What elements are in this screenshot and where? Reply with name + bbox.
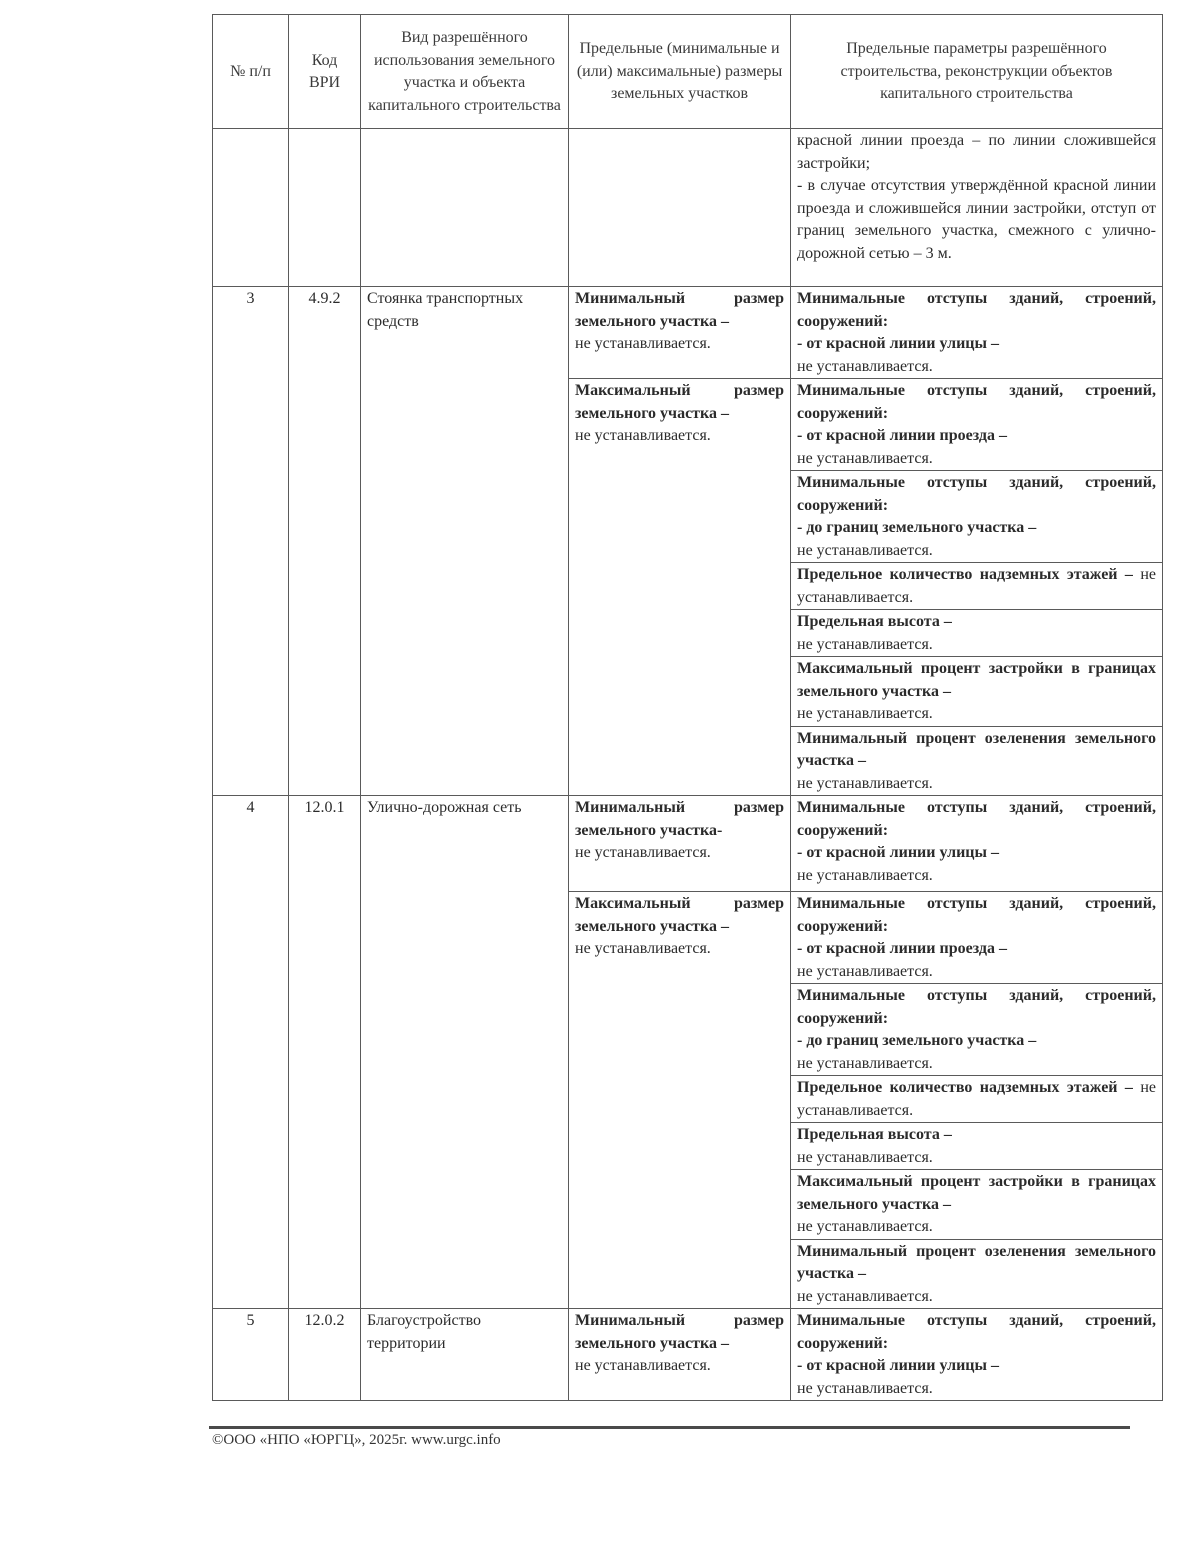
max-size-value: не устанавливается. <box>575 427 711 444</box>
zoning-parameters-table <box>212 14 1163 1401</box>
row-kind: Благоустройство территории <box>361 1309 569 1401</box>
param-cell: Максимальный процент застройки в границах земельного участка – не устанавливается. <box>791 657 1163 727</box>
row-number: 3 <box>213 287 289 796</box>
param-cell: Предельное количество надземных этажей – не устанавливается. <box>791 563 1163 610</box>
max-size-label: Максимальный размер земельного участка – <box>575 382 784 422</box>
min-size-value: не устанавливается. <box>575 844 711 861</box>
continuation-text-2: - в случае отсутствия утверждённой красной линии проезда и сложившейся линии застройки, отступ от границ земельного участка, смежного с улично-дорожной сетью – 3 м. <box>797 177 1156 262</box>
row-number: 5 <box>213 1309 289 1401</box>
param-cell: Минимальные отступы зданий, строений, сооружений: - от красной линии улицы – не устанавливается. <box>791 796 1163 892</box>
table-row <box>213 796 1163 892</box>
row-number: 4 <box>213 796 289 1309</box>
header-sizes: Предельные (минимальные и (или) максимальные) размеры земельных участков <box>569 15 791 129</box>
param-cell: Минимальные отступы зданий, строений, сооружений: - от красной линии улицы – не устанавливается. <box>791 1309 1163 1401</box>
footer-copyright: ©ООО «НПО «ЮРГЦ», 2025г. www.urgc.info <box>212 1432 501 1448</box>
cell-empty <box>361 129 569 287</box>
row-code: 12.0.2 <box>289 1309 361 1401</box>
param-cell: Минимальные отступы зданий, строений, сооружений: - от красной линии проезда – не устанавливается. <box>791 379 1163 471</box>
param-cell: Минимальные отступы зданий, строений, сооружений: - до границ земельного участка – не устанавливается. <box>791 984 1163 1076</box>
param-cell: Предельное количество надземных этажей – не устанавливается. <box>791 1076 1163 1123</box>
header-code: Код ВРИ <box>289 15 361 129</box>
max-size-value: не устанавливается. <box>575 940 711 957</box>
cell-continuation-params <box>791 129 1163 287</box>
min-size-label: Минимальный размер земельного участка – <box>575 290 784 330</box>
row-code: 4.9.2 <box>289 287 361 796</box>
max-size-cell <box>569 379 791 796</box>
min-size-cell <box>569 287 791 379</box>
param-cell: Максимальный процент застройки в границах земельного участка – не устанавливается. <box>791 1170 1163 1240</box>
min-size-cell <box>569 1309 791 1401</box>
header-num: № п/п <box>213 15 289 129</box>
header-params: Предельные параметры разрешённого строительства, реконструкции объектов капитального строительства <box>791 15 1163 129</box>
row-kind: Улично-дорожная сеть <box>361 796 569 1309</box>
max-size-cell <box>569 892 791 1309</box>
param-cell: Предельная высота – не устанавливается. <box>791 610 1163 657</box>
table-header-row <box>213 15 1163 129</box>
min-size-value: не устанавливается. <box>575 335 711 352</box>
min-size-value: не устанавливается. <box>575 1357 711 1374</box>
cell-empty <box>213 129 289 287</box>
cell-empty <box>569 129 791 287</box>
param-cell: Минимальные отступы зданий, строений, сооружений: - от красной линии улицы – не устанавливается. <box>791 287 1163 379</box>
continuation-text: красной линии проезда – по линии сложившейся застройки; <box>797 132 1156 172</box>
table-row <box>213 287 1163 379</box>
param-cell: Предельная высота – не устанавливается. <box>791 1123 1163 1170</box>
footer-divider <box>209 1426 1130 1429</box>
min-size-label: Минимальный размер земельного участка – <box>575 1312 784 1352</box>
param-cell: Минимальные отступы зданий, строений, сооружений: - до границ земельного участка – не устанавливается. <box>791 471 1163 563</box>
min-size-label: Минимальный размер земельного участка- <box>575 799 784 839</box>
min-size-cell <box>569 796 791 892</box>
header-kind: Вид разрешённого использования земельного участка и объекта капитального строительства <box>361 15 569 129</box>
cell-empty <box>289 129 361 287</box>
param-cell: Минимальный процент озеленения земельного участка – не устанавливается. <box>791 726 1163 796</box>
param-cell: Минимальные отступы зданий, строений, сооружений: - от красной линии проезда – не устанавливается. <box>791 892 1163 984</box>
param-cell: Минимальный процент озеленения земельного участка – не устанавливается. <box>791 1239 1163 1309</box>
table-row <box>213 1309 1163 1401</box>
max-size-label: Максимальный размер земельного участка – <box>575 895 784 935</box>
row-kind: Стоянка транспортных средств <box>361 287 569 796</box>
row-code: 12.0.1 <box>289 796 361 1309</box>
table-row-continuation <box>213 129 1163 287</box>
